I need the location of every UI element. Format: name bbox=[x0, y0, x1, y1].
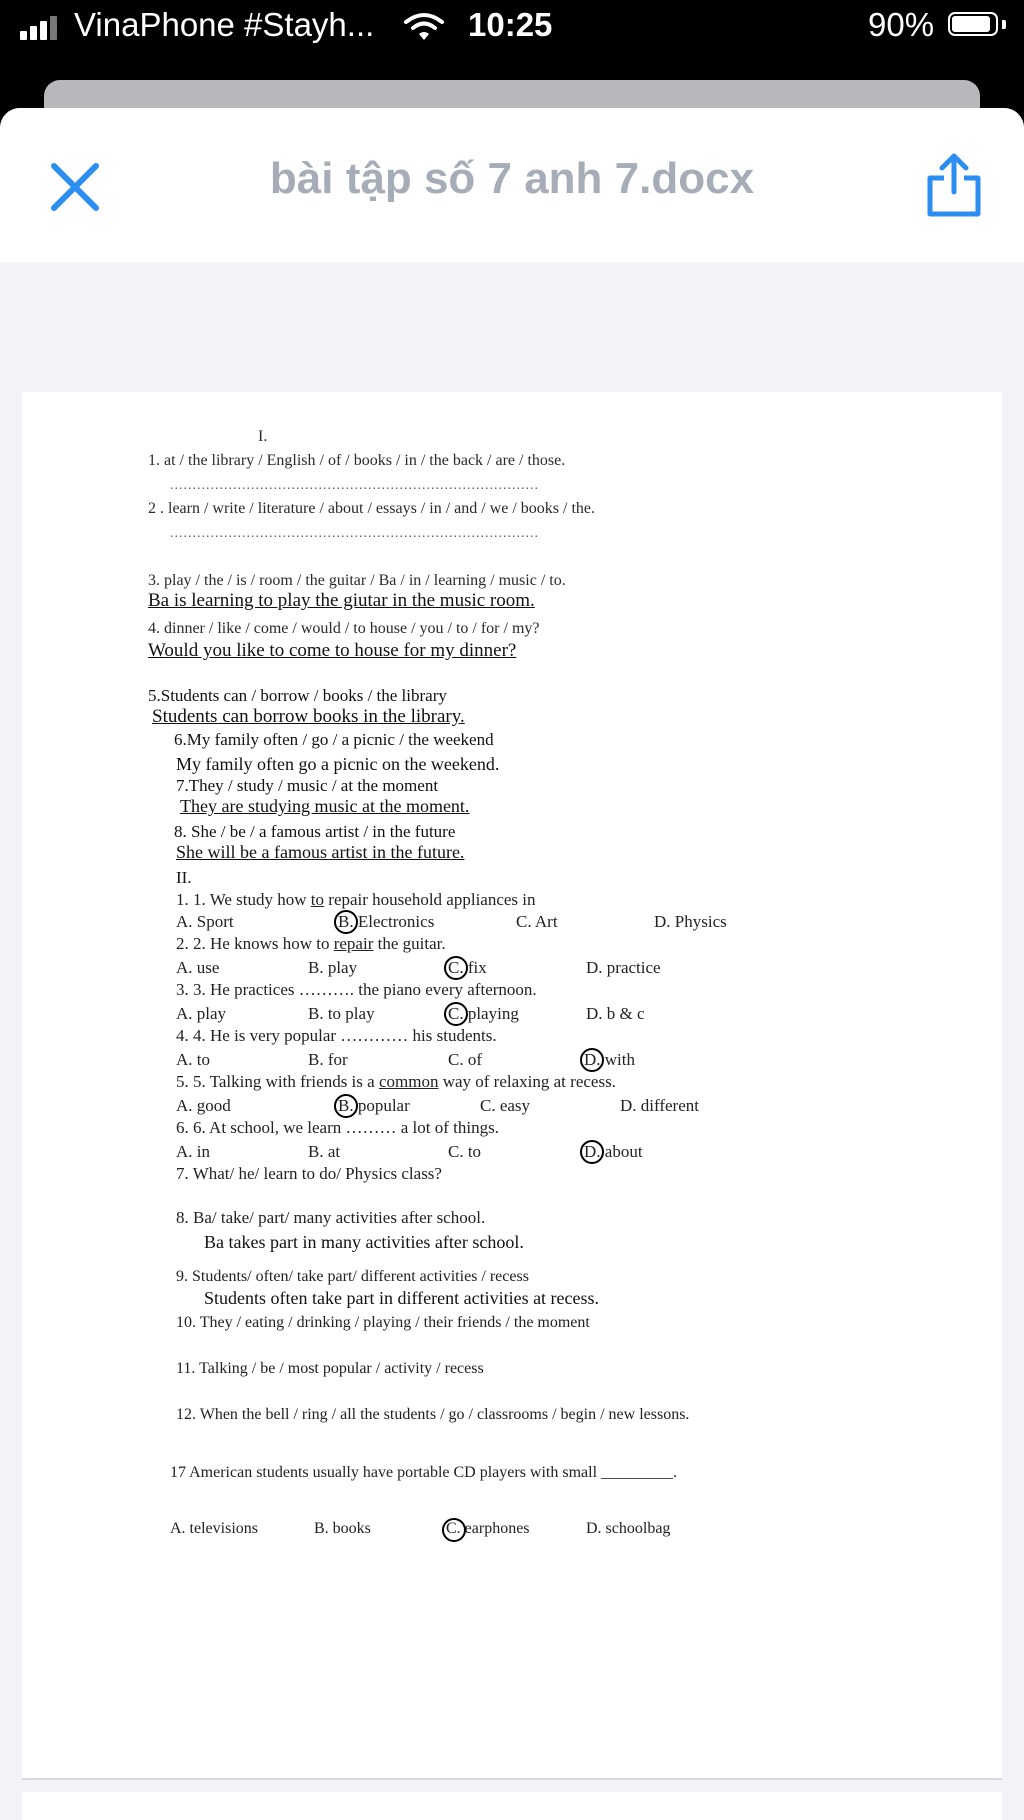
answer-circle bbox=[442, 1518, 466, 1542]
document-preview-sheet bbox=[0, 108, 1024, 1820]
question-line: 6.My family often / go / a picnic / the weekend bbox=[174, 730, 494, 749]
document-area[interactable] bbox=[0, 262, 1024, 1820]
question-line: 8. Ba/ take/ part/ many activities after school. bbox=[176, 1208, 486, 1227]
handwritten-answer: She will be a famous artist in the future. bbox=[176, 842, 465, 862]
mc-option: B. for bbox=[308, 1050, 348, 1069]
mc-option: D. schoolbag bbox=[586, 1520, 671, 1537]
section-heading: II. bbox=[176, 868, 192, 887]
handwritten-answer: Students can borrow books in the library. bbox=[152, 706, 465, 727]
answer-circle bbox=[444, 1002, 468, 1026]
handwritten-answer: Would you like to come to house for my dinner? bbox=[148, 640, 517, 661]
handwritten-answer: Ba is learning to play the giutar in the music room. bbox=[148, 590, 535, 611]
question-line: 8. She / be / a famous artist / in the future bbox=[174, 822, 456, 841]
mc-option: B. Electronics bbox=[338, 912, 435, 931]
answer-dots: .................................................................................. bbox=[170, 526, 539, 541]
question-line: 2 . learn / write / literature / about / essays / in / and / we / books / the. bbox=[148, 500, 596, 517]
mc-option: A. good bbox=[176, 1096, 231, 1115]
mc-question: 6. 6. At school, we learn ……… a lot of things. bbox=[176, 1118, 499, 1137]
mc-option: D. Physics bbox=[654, 912, 727, 931]
mc-question: 2. 2. He knows how to repair the guitar. bbox=[176, 934, 446, 953]
question-line: 7. What/ he/ learn to do/ Physics class? bbox=[176, 1164, 442, 1183]
answer-circle bbox=[580, 1048, 604, 1072]
mc-option: B. to play bbox=[308, 1004, 375, 1023]
mc-option: B. play bbox=[308, 958, 358, 977]
question-line: 1. at / the library / English / of / books / in / the back / are / those. bbox=[148, 452, 566, 469]
mc-option: A. play bbox=[176, 1004, 227, 1023]
mc-question: 5. 5. Talking with friends is a common way of relaxing at recess. bbox=[176, 1072, 616, 1091]
mc-option: D. practice bbox=[586, 958, 661, 977]
mc-question: 4. 4. He is very popular ………… his students. bbox=[176, 1026, 497, 1045]
mc-option: B. popular bbox=[338, 1096, 410, 1115]
question-line: 11. Talking / be / most popular / activity / recess bbox=[176, 1360, 484, 1377]
mc-option: C. playing bbox=[448, 1004, 519, 1023]
question-line: 17 American students usually have portable CD players with small _________. bbox=[170, 1464, 678, 1481]
document-title: bài tập số 7 anh 7.docx bbox=[269, 154, 755, 203]
mc-option: D. different bbox=[620, 1096, 699, 1115]
mc-option: C. fix bbox=[448, 958, 487, 977]
preview-header bbox=[0, 108, 1024, 262]
answer-circle bbox=[334, 910, 358, 934]
handwritten-answer: Ba takes part in many activities after school. bbox=[204, 1232, 524, 1252]
mc-option: A. to bbox=[176, 1050, 210, 1069]
battery-nub bbox=[1002, 20, 1006, 29]
question-line: 9. Students/ often/ take part/ different activities / recess bbox=[176, 1268, 529, 1285]
answer-dots: .................................................................................. bbox=[170, 478, 539, 493]
handwritten-answer: Students often take part in different activities at recess. bbox=[204, 1288, 600, 1308]
carrier-name: VinaPhone #Stayh... bbox=[74, 6, 375, 43]
question-line: 7.They / study / music / at the moment bbox=[176, 776, 439, 795]
battery-percent: 90% bbox=[868, 6, 935, 43]
question-line: 10. They / eating / drinking / playing / their friends / the moment bbox=[176, 1314, 590, 1331]
mc-option: D. b & c bbox=[586, 1004, 645, 1023]
battery-icon bbox=[948, 12, 998, 36]
handwritten-answer: My family often go a picnic on the weekend. bbox=[176, 754, 500, 774]
section-heading: I. bbox=[258, 428, 268, 445]
mc-question: 3. 3. He practices ………. the piano every afternoon. bbox=[176, 980, 537, 999]
mc-option: C. Art bbox=[516, 912, 558, 931]
handwritten-answer: They are studying music at the moment. bbox=[180, 796, 470, 816]
question-line: 4. dinner / like / come / would / to house / you / to / for / my? bbox=[148, 620, 540, 637]
mc-option: A. in bbox=[176, 1142, 210, 1161]
mc-option: A. televisions bbox=[170, 1520, 258, 1537]
mc-option: A. use bbox=[176, 958, 220, 977]
mc-option: C. earphones bbox=[446, 1520, 530, 1537]
wifi-icon bbox=[404, 12, 444, 42]
clock: 10:25 bbox=[468, 6, 553, 43]
share-icon[interactable] bbox=[924, 152, 984, 218]
mc-option: D. about bbox=[584, 1142, 643, 1161]
question-line: 12. When the bell / ring / all the students / go / classrooms / begin / new lessons. bbox=[176, 1406, 690, 1423]
mc-option: C. to bbox=[448, 1142, 482, 1161]
mc-option: D. with bbox=[584, 1050, 635, 1069]
answer-circle bbox=[444, 956, 468, 980]
question-line: 5.Students can / borrow / books / the library bbox=[148, 686, 447, 705]
mc-option: B. at bbox=[308, 1142, 341, 1161]
mc-option: B. books bbox=[314, 1520, 371, 1537]
mc-question: 1. 1. We study how to repair household appliances in bbox=[176, 890, 536, 909]
mc-option: C. of bbox=[448, 1050, 482, 1069]
mc-option: A. Sport bbox=[176, 912, 234, 931]
answer-circle bbox=[580, 1140, 604, 1164]
answer-circle bbox=[334, 1094, 358, 1118]
mc-option: C. easy bbox=[480, 1096, 531, 1115]
question-line: 3. play / the / is / room / the guitar / Ba / in / learning / music / to. bbox=[148, 572, 566, 589]
status-bar bbox=[0, 0, 1024, 80]
document-page-next bbox=[22, 1792, 1002, 1820]
